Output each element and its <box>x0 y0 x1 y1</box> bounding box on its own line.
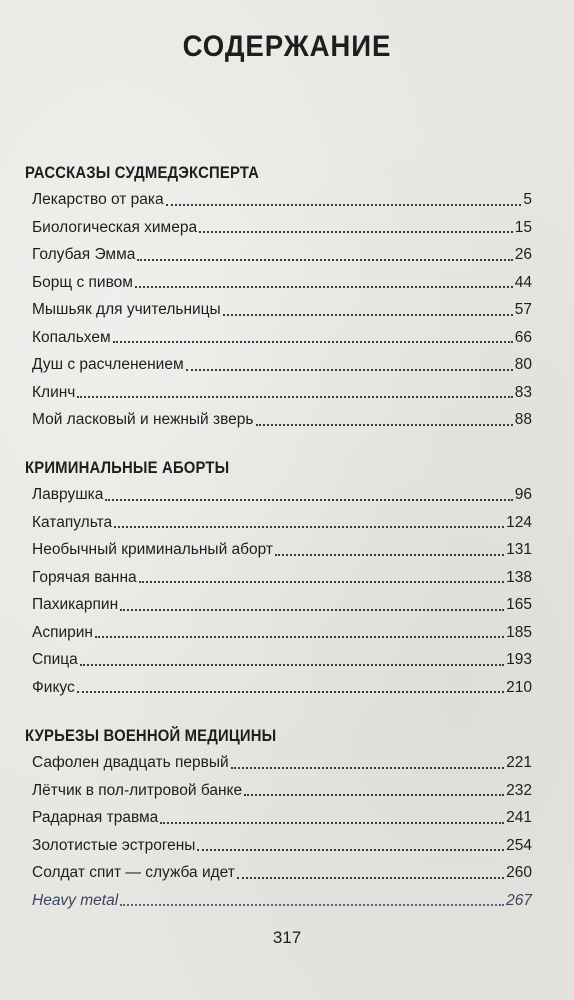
entry-page-number: 138 <box>506 568 532 586</box>
toc-entry <box>25 887 532 915</box>
page-number: 317 <box>272 928 302 947</box>
dot-leader <box>77 690 504 693</box>
dot-leader <box>113 340 513 343</box>
entry-page-number: 210 <box>506 678 532 696</box>
entry-title: Аспирин <box>32 623 93 641</box>
entry-page-number: 131 <box>506 541 532 558</box>
entry-page-number: 57 <box>514 301 532 318</box>
toc-entry <box>25 379 532 407</box>
dot-leader <box>237 876 504 879</box>
toc-entry <box>25 564 532 592</box>
toc-entry <box>25 646 532 674</box>
dot-leader <box>160 821 504 824</box>
entry-title: Копальхем <box>32 328 111 346</box>
dot-leader <box>166 203 522 206</box>
entry-title: Лаврушка <box>32 486 104 503</box>
entry-page-number: 5 <box>523 191 532 208</box>
entry-title: Фикус <box>32 678 75 696</box>
entry-title: Спица <box>32 651 78 668</box>
section-stories <box>25 160 532 434</box>
page-title: СОДЕРЖАНИЕ <box>182 30 392 63</box>
entry-page-number: 221 <box>506 754 532 771</box>
entry-page-number: 254 <box>506 836 532 854</box>
toc-entry <box>25 509 532 537</box>
dot-leader <box>95 635 504 638</box>
entry-title: Мышьяк для учительницы <box>32 301 221 318</box>
section-heading: КРИМИНАЛЬНЫЕ АБОРТЫ <box>25 459 230 477</box>
entry-page-number: 232 <box>506 781 532 799</box>
toc-entry <box>25 351 532 379</box>
dot-leader <box>139 580 504 583</box>
section-abortions <box>25 455 532 701</box>
entry-page-number: 80 <box>514 356 532 373</box>
toc-list <box>25 481 532 701</box>
toc-entry <box>25 619 532 647</box>
dot-leader <box>77 395 512 398</box>
toc-list <box>25 749 532 914</box>
entry-page-number: 15 <box>514 218 532 236</box>
dot-leader <box>231 766 504 769</box>
entry-page-number: 165 <box>506 596 532 613</box>
toc-entry <box>25 406 532 434</box>
entry-title: Сафолен двадцать первый <box>32 754 229 771</box>
entry-page-number: 88 <box>514 411 532 428</box>
toc-entry <box>25 777 532 805</box>
dot-leader <box>223 313 513 316</box>
dot-leader <box>197 848 504 851</box>
dot-leader <box>256 423 513 426</box>
toc-entry <box>25 749 532 777</box>
toc-entry <box>25 324 532 352</box>
entry-page-number: 26 <box>514 246 532 263</box>
dot-leader <box>244 793 504 796</box>
entry-page-number: 241 <box>506 809 532 826</box>
entry-title: Клинч <box>32 383 76 401</box>
entry-title: Борщ с пивом <box>32 273 133 291</box>
entry-page-number: 193 <box>506 651 532 668</box>
entry-title: Золотистые эстрогены <box>32 836 196 854</box>
entry-title: Голубая Эмма <box>32 246 136 263</box>
entry-title: Heavy metal <box>32 891 119 909</box>
dot-leader <box>105 498 512 501</box>
entry-title: Катапульта <box>32 513 113 531</box>
entry-page-number: 96 <box>514 486 532 503</box>
dot-leader <box>120 903 504 906</box>
dot-leader <box>137 258 512 261</box>
entry-title: Горячая ванна <box>32 568 137 586</box>
toc-entry <box>25 674 532 702</box>
entry-title: Лётчик в пол-литровой банке <box>32 781 243 799</box>
toc-entry <box>25 186 532 214</box>
dot-leader <box>114 525 504 528</box>
dot-leader <box>135 285 513 288</box>
entry-title: Радарная травма <box>32 809 159 826</box>
toc-entry <box>25 214 532 242</box>
entry-page-number: 44 <box>514 273 532 291</box>
toc-entry <box>25 832 532 860</box>
dot-leader <box>80 663 504 666</box>
dot-leader <box>199 230 513 233</box>
section-heading: РАССКАЗЫ СУДМЕДЭКСПЕРТА <box>25 164 260 182</box>
toc-entry <box>25 859 532 887</box>
entry-page-number: 83 <box>514 383 532 401</box>
entry-title: Мой ласковый и нежный зверь <box>32 411 254 428</box>
entry-page-number: 185 <box>506 623 532 641</box>
toc-entry <box>25 591 532 619</box>
toc-list <box>25 186 532 434</box>
entry-title: Необычный криминальный аборт <box>32 541 274 558</box>
entry-page-number: 267 <box>506 891 532 909</box>
entry-title: Пахикарпин <box>32 596 119 613</box>
entry-title: Биологическая химера <box>32 218 198 236</box>
entry-page-number: 260 <box>506 864 532 881</box>
section-military <box>25 723 532 914</box>
toc-entry <box>25 296 532 324</box>
toc-entry <box>25 481 532 509</box>
entry-title: Солдат спит — служба идет <box>32 864 235 881</box>
entry-title: Лекарство от рака <box>32 191 164 208</box>
toc-entry <box>25 241 532 269</box>
toc-entry <box>25 536 532 564</box>
entry-page-number: 66 <box>514 328 532 346</box>
dot-leader <box>275 553 504 556</box>
dot-leader <box>186 368 513 371</box>
dot-leader <box>120 608 504 611</box>
toc-entry <box>25 804 532 832</box>
section-heading: КУРЬЕЗЫ ВОЕННОЙ МЕДИЦИНЫ <box>25 727 277 745</box>
entry-page-number: 124 <box>506 513 532 531</box>
entry-title: Душ с расчленением <box>32 356 184 373</box>
toc-entry <box>25 269 532 297</box>
